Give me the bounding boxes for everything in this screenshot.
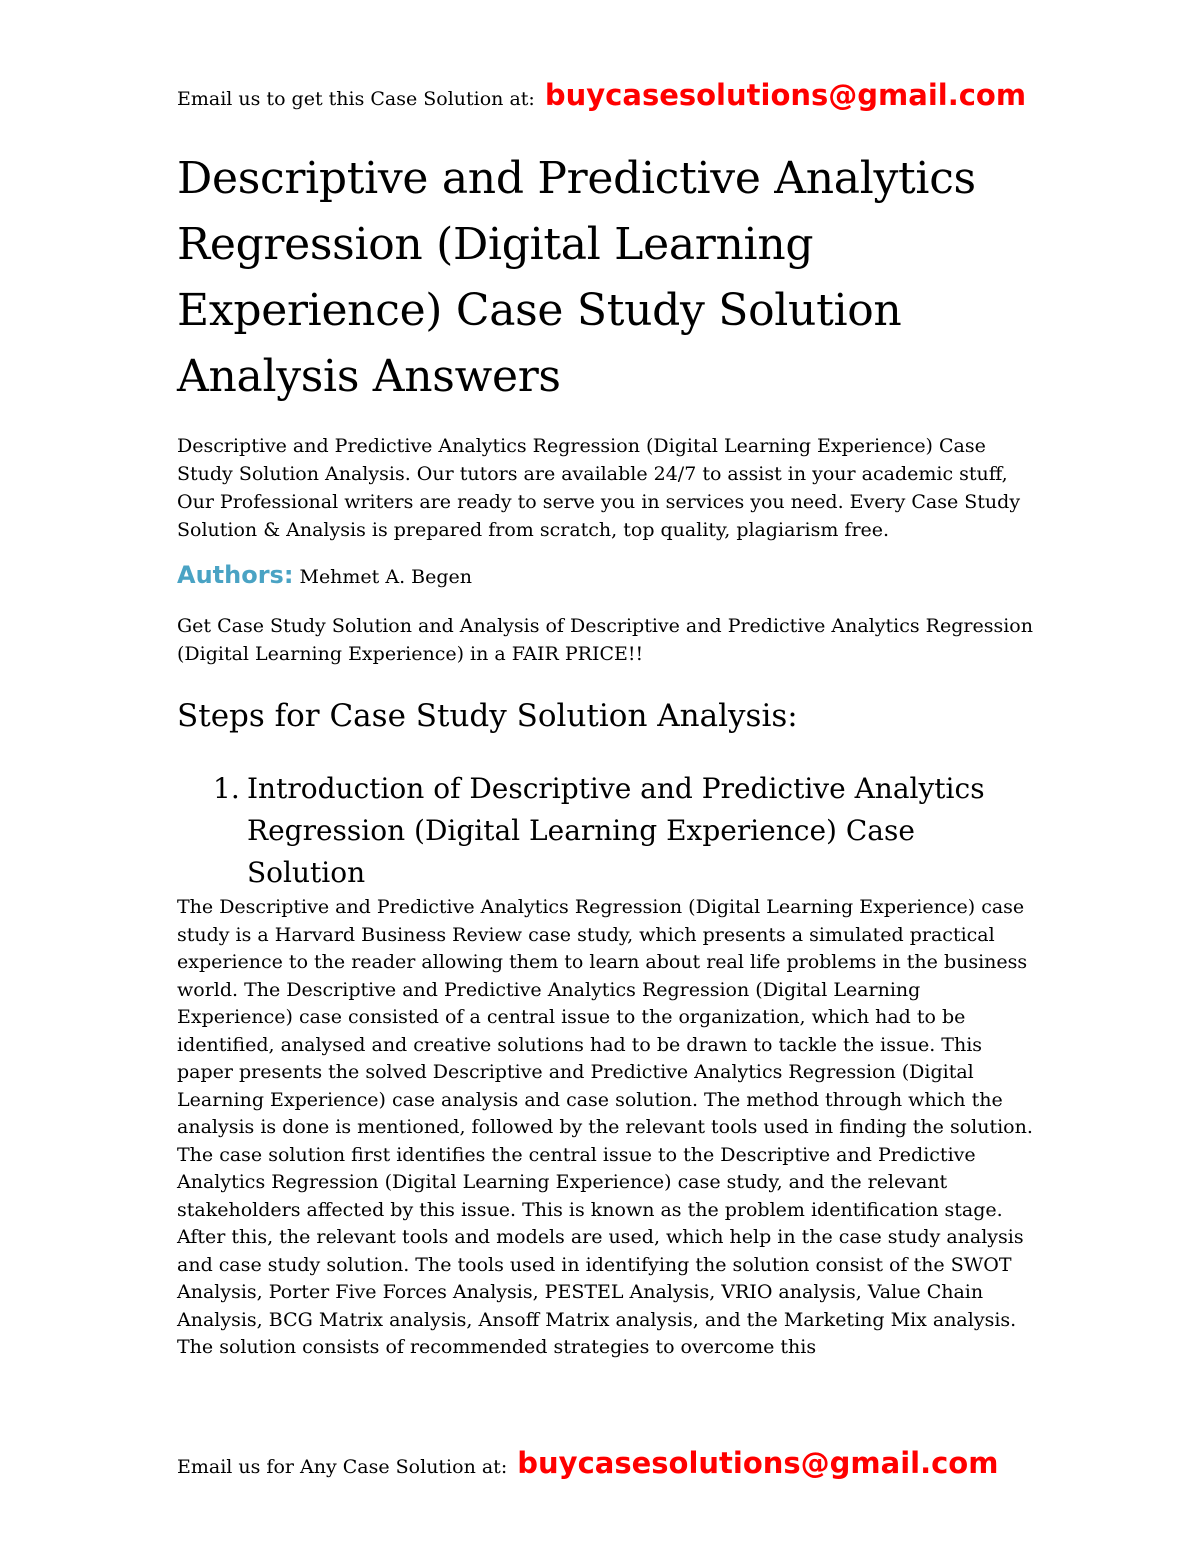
body-paragraph: The Descriptive and Predictive Analytics Regression (Digital Learning Experience) case study is a Harvard Business Review case study, which presents a simulated practical experience to the reader allowing them to learn about real life problems in the business world. The Descriptive and Predictive Analytics Regression (Digital Learning Experience) case consisted of a central issue to the organization, which had to be identified, analysed and creative solutions had to be drawn to tackle the issue. This paper presents the solved Descriptive and Predictive Analytics Regression (Digital Learning Experience) case analysis and case solution. The method through which the analysis is done is mentioned, followed by the relevant tools used in finding the solution. (177, 896, 1033, 1138)
page-content (177, 78, 1037, 1362)
footer-email-prompt: Email us for Any Case Solution at: (177, 1456, 508, 1478)
footer-email-line (177, 1446, 1077, 1484)
footer-email-link[interactable]: buycasesolutions@gmail.com (517, 1446, 999, 1480)
authors-names: Mehmet A. Begen (299, 566, 473, 588)
body-paragraph: The case solution first identifies the central issue to the Descriptive and Predictive Analytics Regression (Digital Learning Experience) case study, and the relevant stakeholders affected by this issue. This is known as the problem identification stage. After this, the relevant tools and models are used, which help in the case study analysis and case study solution. The tools used in identifying the solution consist of the SWOT Analysis, Porter Five Forces Analysis, PESTEL Analysis, VRIO analysis, Value Chain Analysis, BCG Matrix analysis, Ansoff Matrix analysis, and the Marketing Mix analysis. The solution consists of recommended strategies to overcome this (177, 1143, 1024, 1358)
step-item (213, 768, 1037, 894)
page-title: Descriptive and Predictive Analytics Regression (Digital Learning Experience) Case Study Solution Analysis Answers (177, 153, 976, 402)
header-email-line (177, 78, 1037, 116)
authors-line (177, 558, 1037, 594)
steps-heading: Steps for Case Study Solution Analysis: (177, 698, 798, 734)
intro-paragraph: Descriptive and Predictive Analytics Regression (Digital Learning Experience) Case Study Solution Analysis. Our tutors are available 24/7 to assist in your academic stuff, Our Professional writers are ready to serve you in services you need. Every Case Study Solution & Analysis is prepared from scratch, top quality, plagiarism free. (177, 435, 1021, 541)
step-title: Introduction of Descriptive and Predictive Analytics Regression (Digital Learning Experience) Case Solution (247, 772, 985, 889)
header-email-link[interactable]: buycasesolutions@gmail.com (544, 78, 1027, 112)
fair-price-line: Get Case Study Solution and Analysis of Descriptive and Predictive Analytics Regression (Digital Learning Experience) in a FAIR PRICE!! (177, 615, 1033, 665)
header-email-prompt: Email us to get this Case Solution at: (177, 88, 535, 110)
step-number: 1. (213, 772, 240, 805)
authors-label: Authors: (177, 561, 294, 589)
steps-list (177, 768, 1037, 894)
